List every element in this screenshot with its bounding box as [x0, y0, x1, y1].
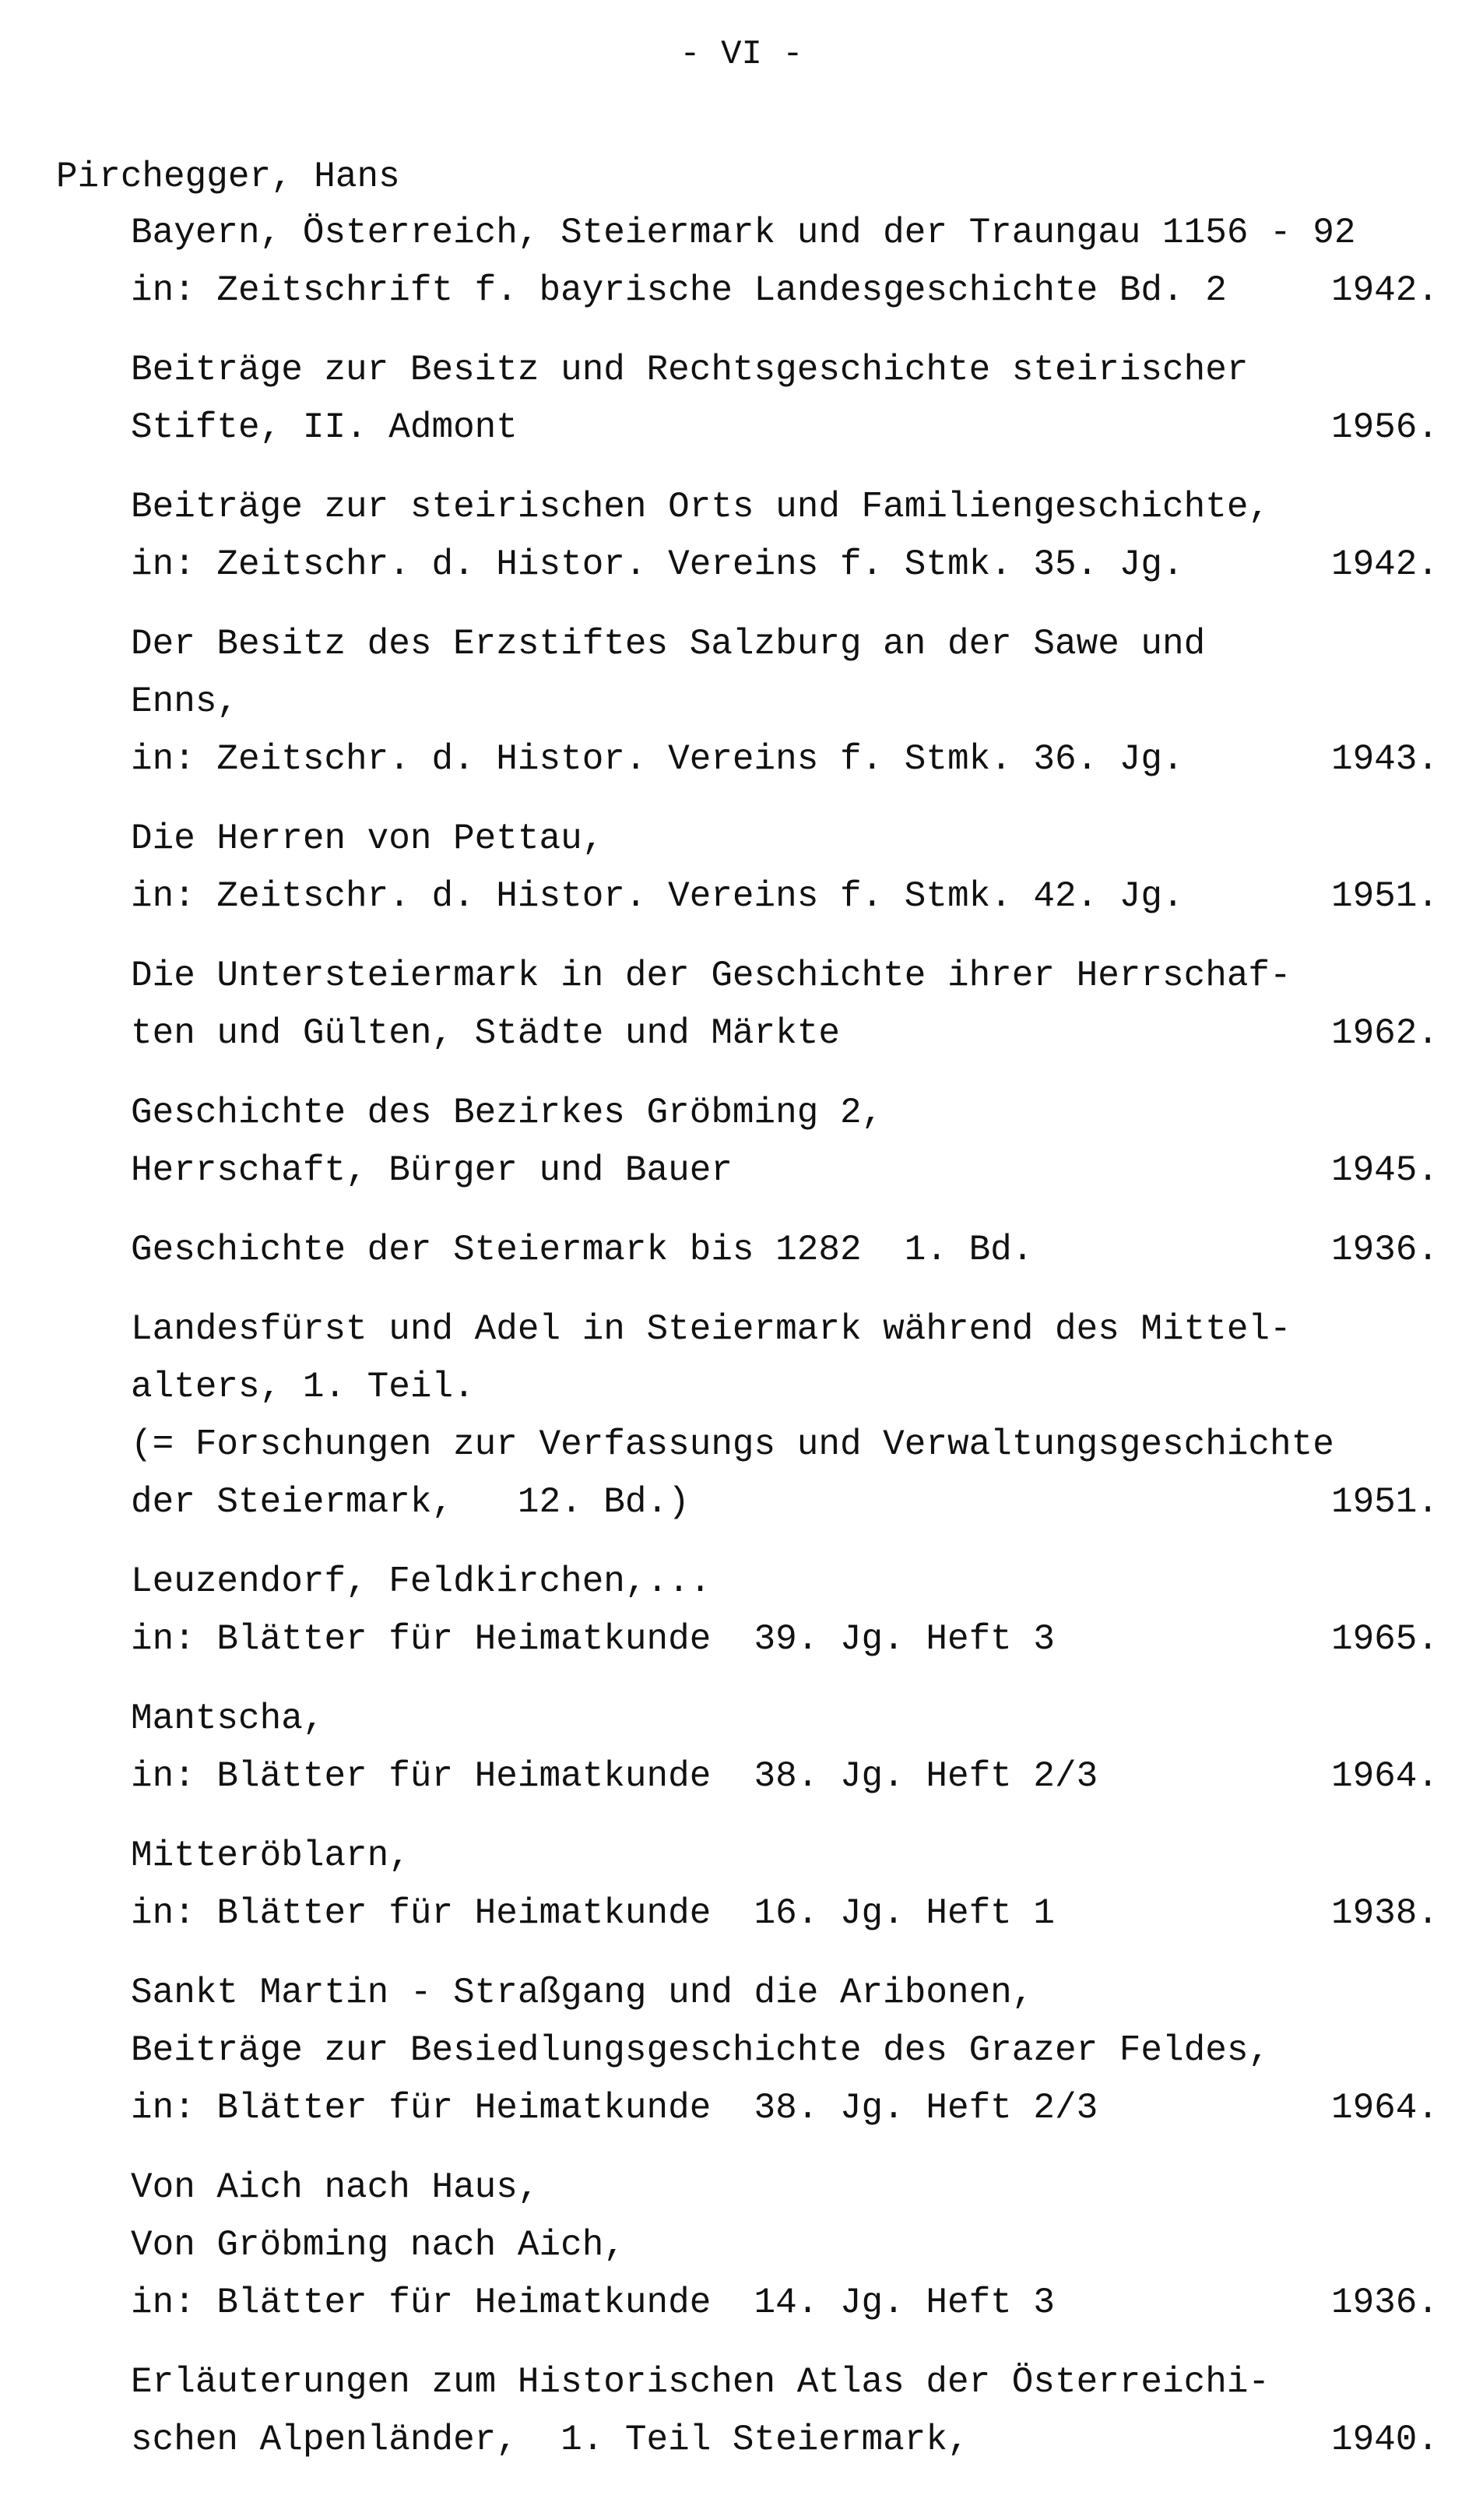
bibliography-entry — [131, 1300, 1439, 1531]
entry-year: 1942. — [1330, 544, 1439, 585]
entry-text: in: Zeitschr. d. Histor. Vereins f. Stmk. 42. Jg. — [131, 876, 1184, 917]
entry-line — [131, 673, 1439, 730]
entry-line — [131, 1885, 1439, 1942]
entry-line — [131, 341, 1439, 399]
author-name: Pirchegger, Hans — [56, 157, 400, 197]
entry-year: 1936. — [1330, 2282, 1439, 2323]
entry-line — [131, 478, 1439, 536]
entry-line — [131, 2274, 1439, 2332]
entry-line — [131, 730, 1439, 788]
entry-text: alters, 1. Teil. — [131, 1367, 475, 1407]
bibliography-list — [131, 204, 1439, 2490]
entry-text: Enns, — [131, 681, 239, 722]
entry-year: 1951. — [1330, 1482, 1439, 1522]
entry-year: 1945. — [1330, 1150, 1439, 1191]
entry-text: Von Gröbming nach Aich, — [131, 2225, 625, 2265]
entry-line — [131, 1084, 1439, 1142]
entry-text: schen Alpenländer, 1. Teil Steiermark, — [131, 2420, 969, 2460]
entry-year: 1956. — [1330, 407, 1439, 448]
entry-year: 1951. — [1330, 876, 1439, 917]
entry-text: Leuzendorf, Feldkirchen,... — [131, 1561, 712, 1602]
entry-line — [131, 204, 1439, 262]
entry-line — [131, 2079, 1439, 2137]
entry-year: 1938. — [1330, 1893, 1439, 1934]
entry-text: Mantscha, — [131, 1698, 325, 1739]
entry-line — [131, 2353, 1439, 2411]
entry-text: Die Herren von Pettau, — [131, 818, 604, 859]
entry-line — [131, 399, 1439, 456]
bibliography-entry — [131, 1221, 1439, 1279]
entry-line — [131, 1690, 1439, 1747]
entry-year: 1936. — [1330, 1230, 1439, 1270]
entry-text: in: Zeitschrift f. bayrische Landesgeschichte Bd. 2 — [131, 270, 1227, 311]
entry-text: Stifte, II. Admont — [131, 407, 518, 448]
entry-text: (= Forschungen zur Verfassungs und Verwaltungsgeschichte — [131, 1424, 1334, 1465]
entry-line — [131, 810, 1439, 868]
entry-line — [131, 2216, 1439, 2274]
bibliography-entry — [131, 1827, 1439, 1942]
bibliography-entry — [131, 1553, 1439, 1668]
entry-text: Die Untersteiermark in der Geschichte ihrer Herrschaf- — [131, 956, 1291, 996]
entry-text: in: Blätter für Heimatkunde 39. Jg. Heft 3 — [131, 1619, 1055, 1659]
entry-text: ten und Gülten, Städte und Märkte — [131, 1013, 840, 1054]
entry-text: Mitteröblarn, — [131, 1835, 410, 1876]
entry-line — [131, 2159, 1439, 2216]
bibliography-entry — [131, 1084, 1439, 1199]
entry-text: Geschichte der Steiermark bis 1282 1. Bd. — [131, 1230, 1034, 1270]
entry-text: Bayern, Österreich, Steiermark und der Traungau 1156 - 92 — [131, 213, 1356, 253]
entry-text: in: Blätter für Heimatkunde 16. Jg. Heft 1 — [131, 1893, 1055, 1934]
entry-line — [131, 536, 1439, 593]
entry-line — [131, 1747, 1439, 1805]
bibliography-entry — [131, 1690, 1439, 1805]
entry-line — [131, 868, 1439, 925]
bibliography-entry — [131, 2353, 1439, 2469]
entry-text: Sankt Martin - Straßgang und die Aribonen, — [131, 1973, 1034, 2013]
bibliography-entry — [131, 1964, 1439, 2137]
entry-line — [131, 1473, 1439, 1531]
entry-line — [131, 1416, 1439, 1473]
bibliography-entry — [131, 2159, 1439, 2332]
entry-line — [131, 1964, 1439, 2022]
entry-line — [131, 1610, 1439, 1668]
entry-line — [131, 1142, 1439, 1199]
entry-text: Landesfürst und Adel in Steiermark während des Mittel- — [131, 1309, 1291, 1350]
entry-line — [131, 2411, 1439, 2469]
entry-text: der Steiermark, 12. Bd.) — [131, 1482, 690, 1522]
entry-year: 1965. — [1330, 1619, 1439, 1659]
entry-line — [131, 615, 1439, 673]
entry-line — [131, 1005, 1439, 1062]
entry-text: Beiträge zur Besiedlungsgeschichte des Grazer Feldes, — [131, 2030, 1270, 2071]
entry-year: 1964. — [1330, 2088, 1439, 2128]
entry-year: 1964. — [1330, 1756, 1439, 1797]
entry-text: in: Blätter für Heimatkunde 14. Jg. Heft 3 — [131, 2282, 1055, 2323]
entry-text: in: Blätter für Heimatkunde 38. Jg. Heft 2/3 — [131, 2088, 1098, 2128]
entry-line — [131, 1553, 1439, 1610]
entry-year: 1940. — [1330, 2420, 1439, 2460]
bibliography-entry — [131, 810, 1439, 925]
entry-line — [131, 1358, 1439, 1416]
entry-text: Erläuterungen zum Historischen Atlas der Österreichi- — [131, 2362, 1270, 2402]
bibliography-entry — [131, 615, 1439, 788]
entry-year: 1962. — [1330, 1013, 1439, 1054]
entry-line — [131, 1300, 1439, 1358]
bibliography-entry — [131, 341, 1439, 456]
entry-line — [131, 1221, 1439, 1279]
entry-text: Herrschaft, Bürger und Bauer — [131, 1150, 733, 1191]
bibliography-entry — [131, 478, 1439, 593]
entry-year: 1942. — [1330, 270, 1439, 311]
entry-text: Von Aich nach Haus, — [131, 2167, 539, 2208]
entry-text: Beiträge zur steirischen Orts und Familiengeschichte, — [131, 487, 1270, 527]
entry-text: Der Besitz des Erzstiftes Salzburg an der Sawe und — [131, 624, 1206, 664]
entry-year: 1943. — [1330, 739, 1439, 780]
entry-line — [131, 2022, 1439, 2079]
page-number: - VI - — [680, 35, 803, 74]
entry-text: in: Blätter für Heimatkunde 38. Jg. Heft 2/3 — [131, 1756, 1098, 1797]
bibliography-entry — [131, 204, 1439, 319]
entry-text: in: Zeitschr. d. Histor. Vereins f. Stmk. 36. Jg. — [131, 739, 1184, 780]
entry-line — [131, 262, 1439, 319]
entry-line — [131, 1827, 1439, 1885]
entry-text: Geschichte des Bezirkes Gröbming 2, — [131, 1093, 884, 1133]
entry-text: Beiträge zur Besitz und Rechtsgeschichte steirischer — [131, 350, 1249, 390]
entry-text: in: Zeitschr. d. Histor. Vereins f. Stmk. 35. Jg. — [131, 544, 1184, 585]
bibliography-entry — [131, 947, 1439, 1062]
entry-line — [131, 947, 1439, 1005]
